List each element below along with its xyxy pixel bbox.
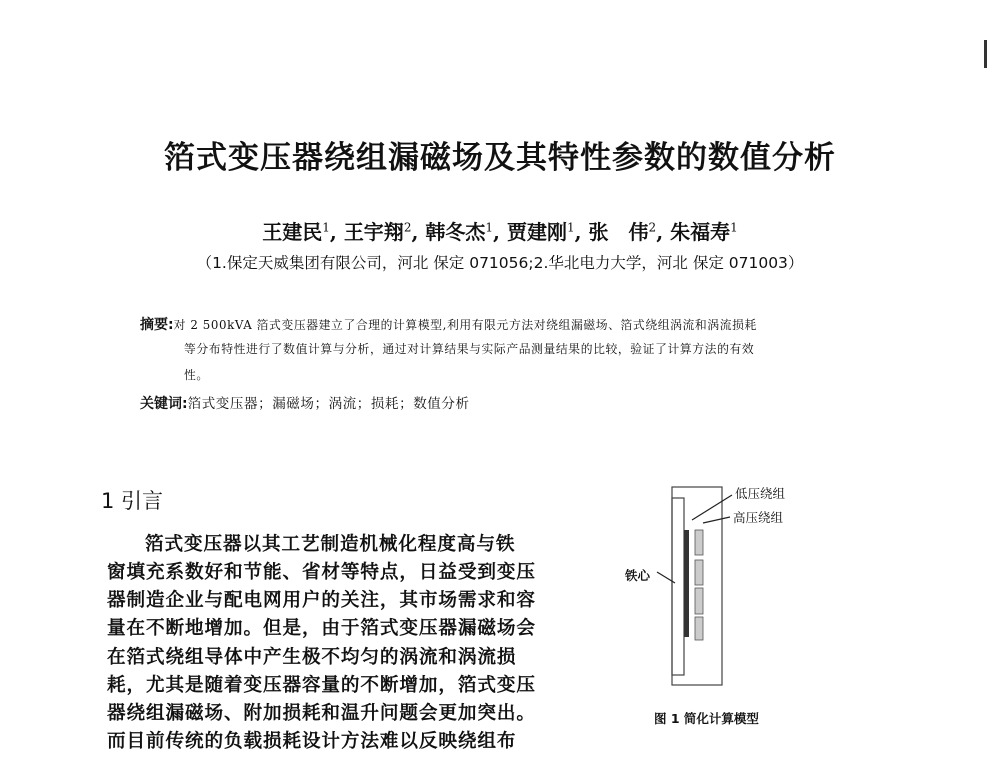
body-line: 器绕组漏磁场、附加损耗和温升问题会更加突出。 <box>107 703 536 724</box>
affiliation-mark: 2 <box>648 220 657 235</box>
body-line: 窗填充系数好和节能、省材等特点，日益受到变压 <box>107 562 536 583</box>
label-core: 铁心 <box>625 568 651 583</box>
affiliation-mark: 2 <box>403 220 412 235</box>
label-low-voltage-winding: 低压绕组 <box>735 486 786 501</box>
body-line: 在箔式绕组导体中产生极不均匀的涡流和涡流损 <box>107 647 517 668</box>
high-voltage-winding <box>695 530 703 640</box>
body-line: 而目前传统的负载损耗设计方法难以反映绕组布 <box>107 731 517 752</box>
author: 张 伟 <box>588 220 649 244</box>
keywords-text: 箔式变压器；漏磁场；涡流；损耗；数值分析 <box>187 396 470 412</box>
affiliation-mark: 1 <box>322 220 330 235</box>
label-high-voltage-winding: 高压绕组 <box>733 510 784 525</box>
author: 韩冬杰 <box>425 220 486 244</box>
abstract-text: 对 2 500kVA 箔式变压器建立了合理的计算模型,利用有限元方法对绕组漏磁场、箔式绕组涡流和涡流损耗 <box>173 318 757 332</box>
abstract-label: 摘要: <box>140 317 174 333</box>
paper-title: 箔式变压器绕组漏磁场及其特性参数的数值分析 <box>164 140 836 176</box>
abstract-text: 性。 <box>184 368 209 382</box>
lv-arrow <box>692 495 732 520</box>
author: 王宇翔 <box>343 220 404 244</box>
low-voltage-winding <box>684 530 689 637</box>
affiliation-mark: 1 <box>485 220 494 235</box>
body-line: 箔式变压器以其工艺制造机械化程度高与铁 <box>145 534 516 555</box>
body-line: 耗，尤其是随着变压器容量的不断增加，箔式变压 <box>107 675 536 696</box>
affiliations: （1.保定天威集团有限公司，河北 保定 071056;2.华北电力大学，河北 保定 071003） <box>196 254 804 272</box>
body-line: 器制造企业与配电网用户的关注，其市场需求和容 <box>107 590 536 611</box>
keywords-label: 关键词: <box>140 396 188 412</box>
hv-arrow <box>703 517 730 523</box>
affiliation-mark: 1 <box>566 220 575 235</box>
figure-caption: 图 1 简化计算模型 <box>654 711 759 726</box>
affiliation-mark: 1 <box>730 220 738 235</box>
body-line: 量在不断地增加。但是，由于箔式变压器漏磁场会 <box>107 618 536 639</box>
author: 朱福寿 <box>670 220 731 244</box>
section-heading: 1 引言 <box>101 489 164 513</box>
core-column <box>672 498 684 675</box>
author-list: 王建民$^1$, 王宇翔$^2$, 韩冬杰$^1$, 贾建刚$^1$, 张 伟$^2$, 朱福寿$^1$ <box>262 220 738 244</box>
author: 王建民 <box>262 220 323 244</box>
author: 贾建刚 <box>506 220 567 244</box>
abstract-text: 等分布特性进行了数值计算与分析，通过对计算结果与实际产品测量结果的比较，验证了计算方法的有效 <box>184 342 755 356</box>
